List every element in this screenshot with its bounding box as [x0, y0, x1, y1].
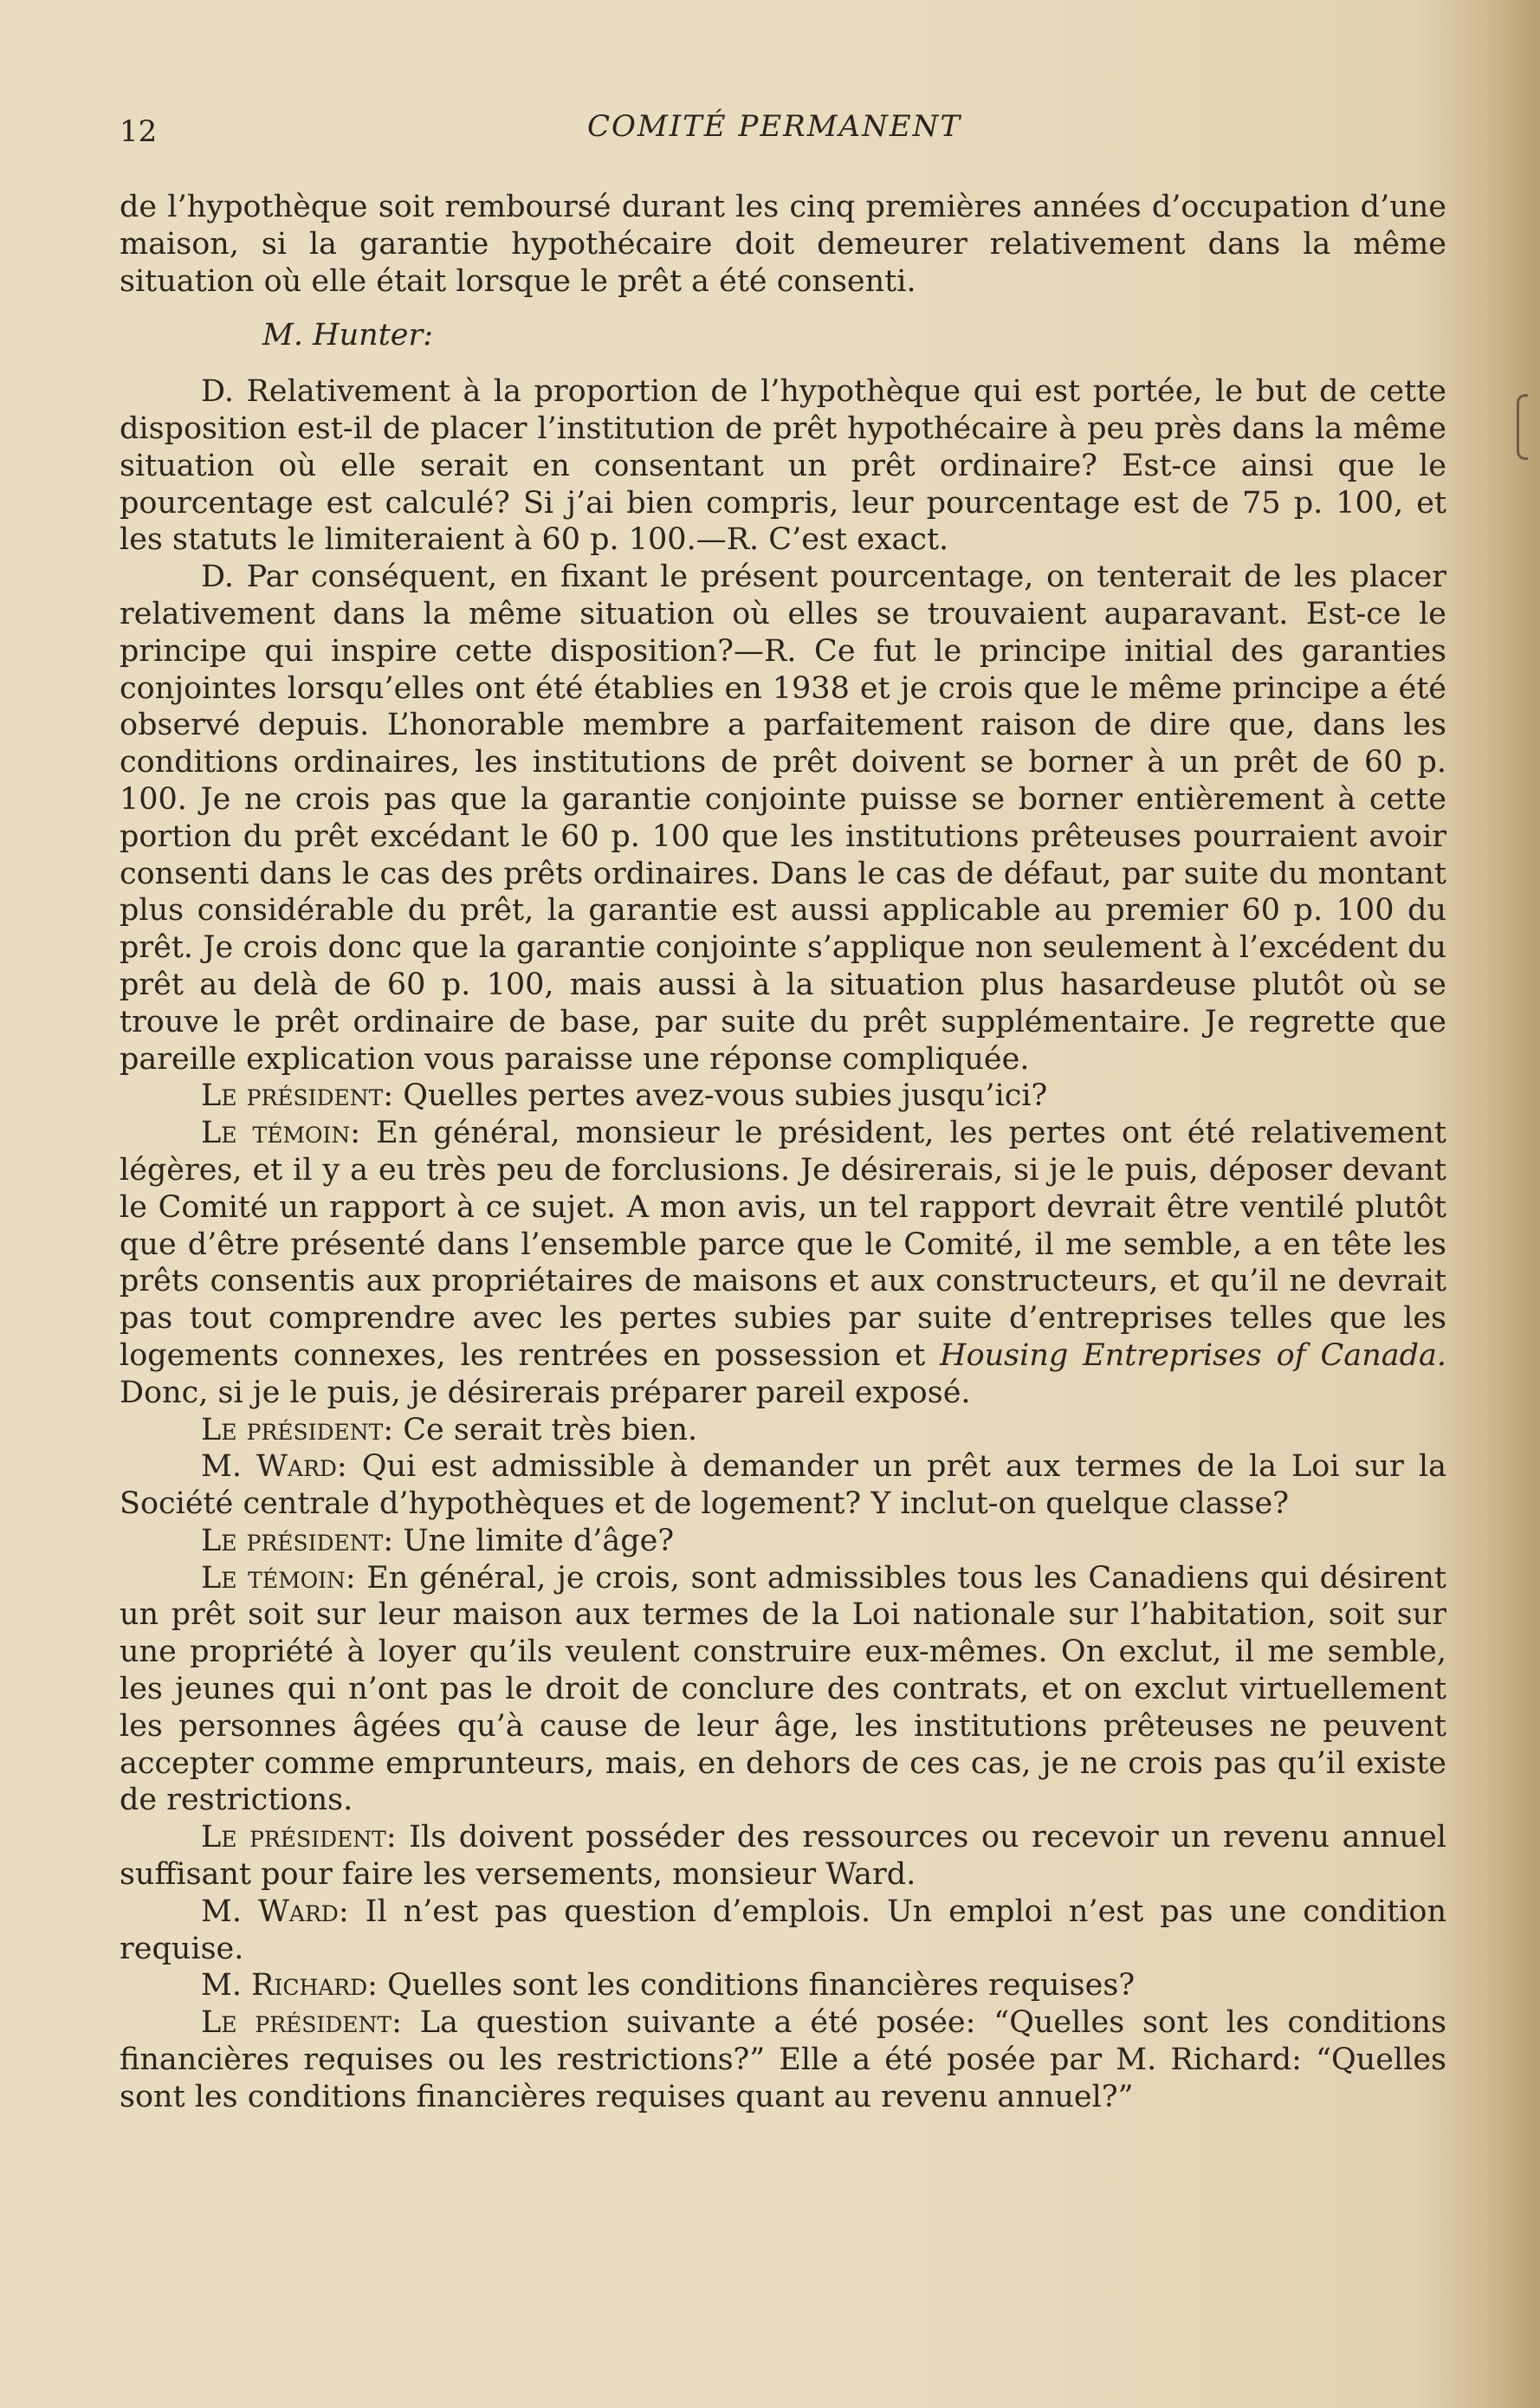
statement-text: En général, monsieur le président, les pertes ont été relativement légères, et il y a eu très peu de forclusions. Je désirerais, si je le puis, déposer devant le Comité un rapport à ce sujet. A mon avis, un tel rapport devrait être ventilé plutôt que d’être présenté dans l’ensemble parce que le Comité, il me semble, a en tête les prêts consentis aux propriétaires de maisons et aux constructeurs, et qu’il ne devrait pas tout comprendre avec les pertes subies par suite d’entreprises telles que les logements connexes, les rentrées en possession et: [120, 1116, 1446, 1373]
speaker-name: Le président:: [201, 1412, 394, 1447]
question-1: D. Relativement à la proportion de l’hypothèque qui est portée, le but de cette disposition est-il de placer l’institution de prêt hypothécaire à peu près dans la même situation où elle serait en consentant un prêt ordinaire? Est-ce ainsi que le pourcentage est calculé? Si j’ai bien compris, leur pourcentage est de 75 p. 100, et les statuts le limiteraient à 60 p. 100.—R. C’est exact.: [120, 374, 1446, 558]
speaker-heading-hunter: M. Hunter:: [262, 318, 433, 353]
statement-president-3: [120, 1523, 1446, 1560]
speaker-name: M. Ward:: [201, 1449, 347, 1485]
statement-ward-1: [120, 1448, 1446, 1523]
statement-ward-2: [120, 1893, 1446, 1968]
statement-president-5: [120, 2004, 1446, 2115]
page-header: [120, 109, 1488, 161]
statement-richard-1: [120, 1967, 1446, 2004]
statement-italic: Housing Entreprises of Canada.: [940, 1337, 1447, 1373]
paragraph-continuation: de l’hypothèque soit remboursé durant les cinq premières années d’occupation d’une maison, si la garantie hypothécaire doit demeurer relativement dans la même situation où elle était lorsque le prêt a été consenti.: [120, 190, 1446, 299]
binding-mark: [1517, 394, 1528, 460]
running-title: COMITÉ PERMANENT: [587, 109, 962, 144]
statement-text: Ils doivent posséder des ressources ou recevoir un revenu annuel suffisant pour faire les versements, monsieur Ward.: [120, 1820, 1446, 1893]
speaker-name: Le président:: [201, 2005, 402, 2041]
statement-text: Ce serait très bien.: [393, 1412, 698, 1447]
speaker-name: Le président:: [201, 1078, 394, 1114]
speaker-name: Le président:: [201, 1820, 397, 1855]
statement-witness-2: [120, 1560, 1446, 1820]
speaker-name: M. Richard:: [201, 1968, 378, 2003]
statement-text: Donc, si je le puis, je désirerais préparer pareil exposé.: [120, 1375, 971, 1410]
statement-text: Quelles sont les conditions financières requises?: [377, 1968, 1136, 2003]
page-number: 12: [120, 114, 158, 149]
statement-text: En général, je crois, sont admissibles tous les Canadiens qui désirent un prêt soit sur leur maison aux termes de la Loi nationale sur l’habitation, soit sur une propriété à loyer qu’ils veulent construire eux-mêmes. On exclut, il me semble, les jeunes qui n’ont pas le droit de conclure des contrats, et on exclut virtuellement les personnes âgées qu’à cause de leur âge, les institutions prêteuses ne peuvent accepter comme emprunteurs, mais, en dehors de ces cas, je ne crois pas qu’il existe de restrictions.: [120, 1560, 1446, 1818]
statement-text: Une limite d’âge?: [393, 1523, 675, 1558]
speaker-name: M. Ward:: [201, 1893, 349, 1929]
statement-text: Il n’est pas question d’emplois. Un emploi n’est pas une condition requise.: [120, 1893, 1446, 1966]
statement-president-4: [120, 1819, 1446, 1893]
statement-text: Quelles pertes avez-vous subies jusqu’ici?: [393, 1078, 1048, 1114]
speaker-name: Le témoin:: [201, 1116, 361, 1151]
statement-president-1: [120, 1078, 1446, 1115]
statement-text: Qui est admissible à demander un prêt aux termes de la Loi sur la Société centrale d’hypothèques et de logement? Y inclut-on quelque classe?: [120, 1449, 1446, 1522]
body-text: [120, 189, 1446, 2116]
speaker-name: Le président:: [201, 1523, 394, 1558]
question-2: D. Par conséquent, en fixant le présent pourcentage, on tenterait de les placer relativement dans la même situation où elles se trouvaient auparavant. Est-ce le principe qui inspire cette disposition?—R. Ce fut le principe initial des garanties conjointes lorsqu’elles ont été établies en 1938 et je crois que le même principe a été observé depuis. L’honorable membre a parfaitement raison de dire que, dans les conditions ordinaires, les institutions de prêt doivent se borner à un prêt de 60 p. 100. Je ne crois pas que la garantie conjointe puisse se borner entièrement à cette portion du prêt excédant le 60 p. 100 que les institutions prêteuses pourraient avoir consenti dans le cas des prêts ordinaires. Dans le cas de défaut, par suite du montant plus considérable du prêt, la garantie est aussi applicable au premier 60 p. 100 du prêt. Je crois donc que la garantie conjointe s’applique non seulement à l’excédent du prêt au delà de 60 p. 100, mais aussi à la situation plus hasardeuse plutôt où se trouve le prêt ordinaire de base, par suite du prêt supplémentaire. Je regrette que pareille explication vous paraisse une réponse compliquée.: [120, 560, 1446, 1077]
statement-text: La question suivante a été posée: “Quelles sont les conditions financières requises ou les restrictions?” Elle a été posée par M. Richard: “Quelles sont les conditions financières requises quant au revenu annuel?”: [120, 2005, 1446, 2114]
statement-president-2: [120, 1412, 1446, 1449]
statement-witness-1: [120, 1115, 1446, 1411]
speaker-name: Le témoin:: [201, 1560, 356, 1596]
